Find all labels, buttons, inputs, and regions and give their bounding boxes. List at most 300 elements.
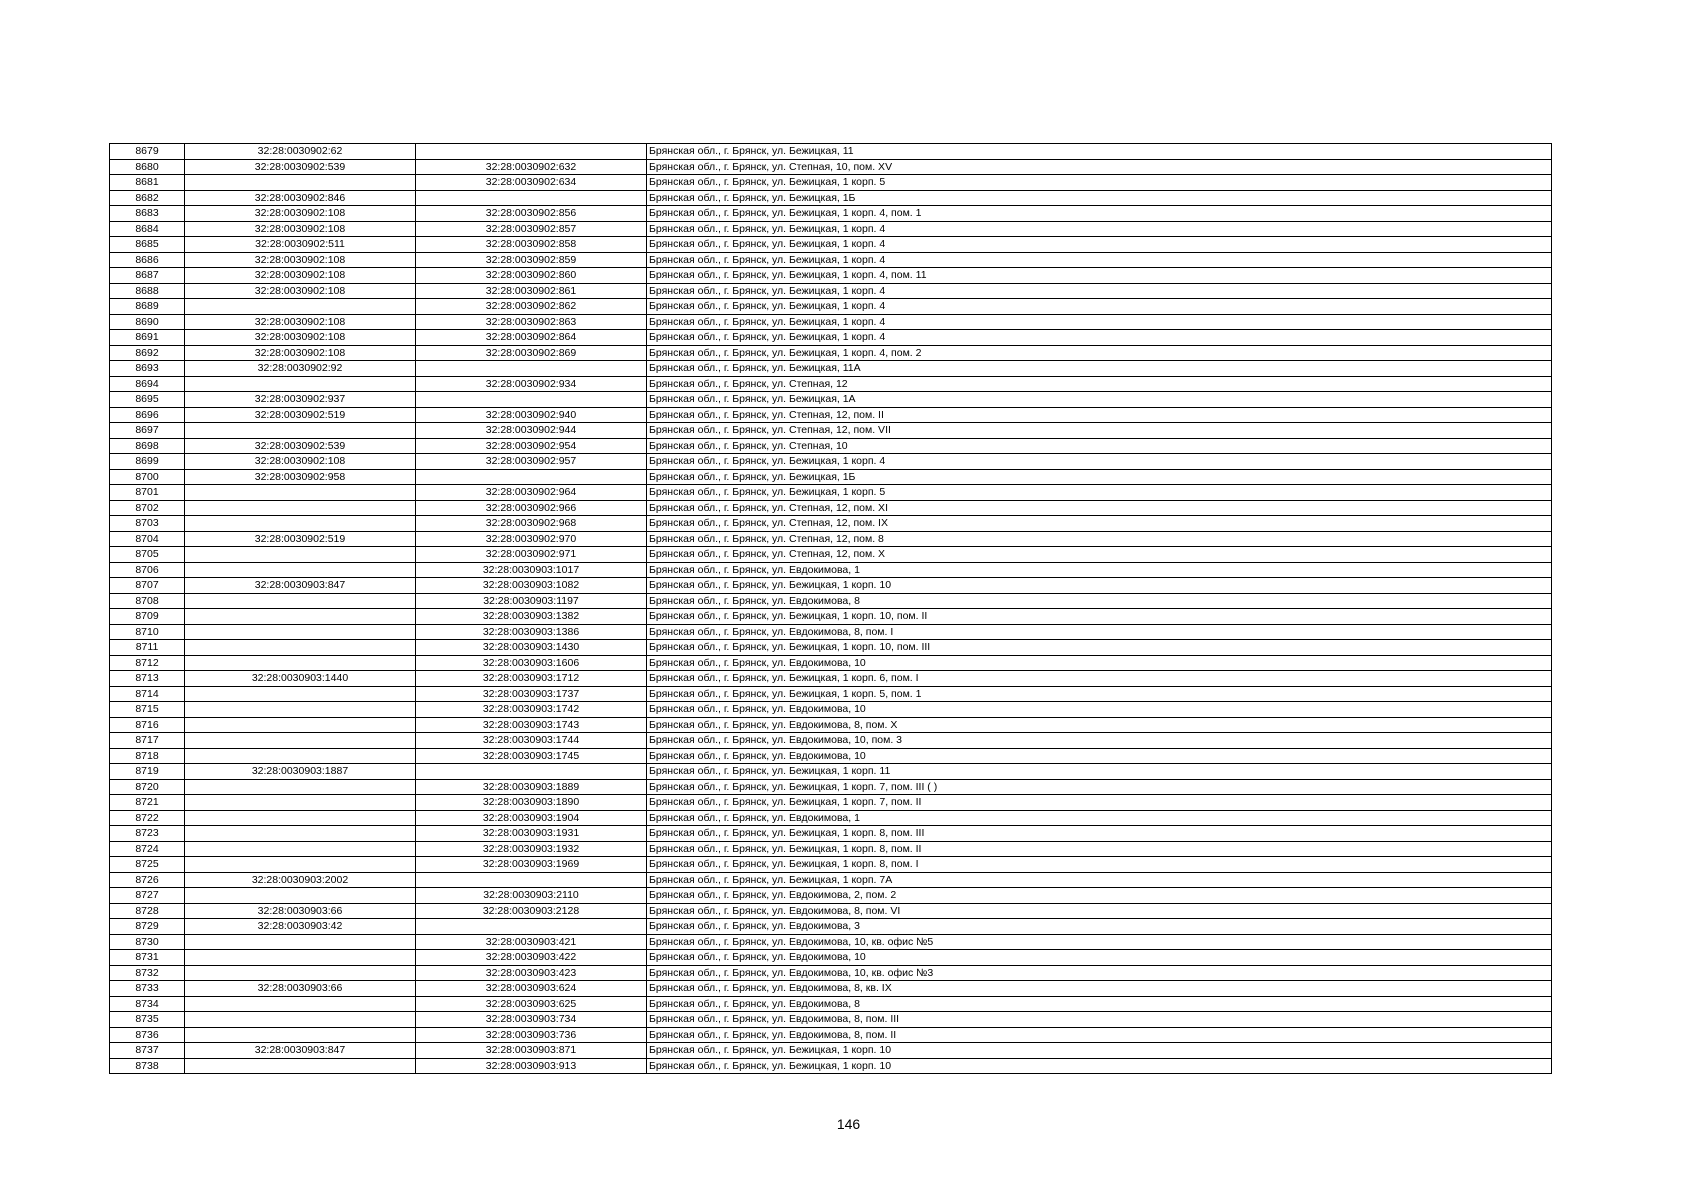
- land-plot-cadastral-number-cell: [185, 996, 416, 1012]
- building-cadastral-number-cell: 32:28:0030903:1197: [416, 593, 647, 609]
- land-plot-cadastral-number-cell: [185, 547, 416, 563]
- building-cadastral-number-cell: [416, 872, 647, 888]
- address-cell: Брянская обл., г. Брянск, ул. Степная, 12, пом. 8: [647, 531, 1552, 547]
- building-cadastral-number-cell: 32:28:0030903:1382: [416, 609, 647, 625]
- building-cadastral-number-cell: 32:28:0030903:1743: [416, 717, 647, 733]
- land-plot-cadastral-number-cell: 32:28:0030903:1887: [185, 764, 416, 780]
- building-cadastral-number-cell: 32:28:0030902:863: [416, 314, 647, 330]
- table-row: [110, 841, 1552, 857]
- address-cell: Брянская обл., г. Брянск, ул. Степная, 12, пом. XI: [647, 500, 1552, 516]
- table-row: [110, 454, 1552, 470]
- land-plot-cadastral-number-cell: [185, 779, 416, 795]
- row-number-cell: 8727: [110, 888, 185, 904]
- building-cadastral-number-cell: 32:28:0030903:625: [416, 996, 647, 1012]
- row-number-cell: 8726: [110, 872, 185, 888]
- land-plot-cadastral-number-cell: 32:28:0030902:539: [185, 159, 416, 175]
- row-number-cell: 8702: [110, 500, 185, 516]
- address-cell: Брянская обл., г. Брянск, ул. Степная, 12, пом. IX: [647, 516, 1552, 532]
- row-number-cell: 8720: [110, 779, 185, 795]
- building-cadastral-number-cell: 32:28:0030902:634: [416, 175, 647, 191]
- land-plot-cadastral-number-cell: 32:28:0030902:846: [185, 190, 416, 206]
- table-row: [110, 438, 1552, 454]
- building-cadastral-number-cell: 32:28:0030903:1931: [416, 826, 647, 842]
- row-number-cell: 8731: [110, 950, 185, 966]
- table-row: [110, 795, 1552, 811]
- building-cadastral-number-cell: 32:28:0030902:856: [416, 206, 647, 222]
- table-row: [110, 345, 1552, 361]
- row-number-cell: 8713: [110, 671, 185, 687]
- building-cadastral-number-cell: 32:28:0030903:871: [416, 1043, 647, 1059]
- land-plot-cadastral-number-cell: [185, 888, 416, 904]
- building-cadastral-number-cell: 32:28:0030902:861: [416, 283, 647, 299]
- table-row: [110, 640, 1552, 656]
- land-plot-cadastral-number-cell: 32:28:0030903:847: [185, 578, 416, 594]
- building-cadastral-number-cell: 32:28:0030903:1737: [416, 686, 647, 702]
- row-number-cell: 8680: [110, 159, 185, 175]
- row-number-cell: 8728: [110, 903, 185, 919]
- row-number-cell: 8687: [110, 268, 185, 284]
- table-row: [110, 655, 1552, 671]
- row-number-cell: 8710: [110, 624, 185, 640]
- land-plot-cadastral-number-cell: [185, 950, 416, 966]
- land-plot-cadastral-number-cell: 32:28:0030902:539: [185, 438, 416, 454]
- table-row: [110, 593, 1552, 609]
- table-row: [110, 314, 1552, 330]
- building-cadastral-number-cell: 32:28:0030902:970: [416, 531, 647, 547]
- address-cell: Брянская обл., г. Брянск, ул. Степная, 12, пом. X: [647, 547, 1552, 563]
- table-row: [110, 578, 1552, 594]
- building-cadastral-number-cell: 32:28:0030902:864: [416, 330, 647, 346]
- table-row: [110, 485, 1552, 501]
- address-cell: Брянская обл., г. Брянск, ул. Степная, 12, пом. VII: [647, 423, 1552, 439]
- address-cell: Брянская обл., г. Брянск, ул. Евдокимова, 10, кв. офис №5: [647, 934, 1552, 950]
- row-number-cell: 8724: [110, 841, 185, 857]
- address-cell: Брянская обл., г. Брянск, ул. Степная, 12: [647, 376, 1552, 392]
- row-number-cell: 8715: [110, 702, 185, 718]
- land-plot-cadastral-number-cell: [185, 857, 416, 873]
- table-row: [110, 268, 1552, 284]
- table-row: [110, 252, 1552, 268]
- table-row: [110, 624, 1552, 640]
- building-cadastral-number-cell: 32:28:0030903:624: [416, 981, 647, 997]
- building-cadastral-number-cell: 32:28:0030903:736: [416, 1027, 647, 1043]
- table-row: [110, 392, 1552, 408]
- address-cell: Брянская обл., г. Брянск, ул. Бежицкая, 1 корп. 10: [647, 1043, 1552, 1059]
- address-cell: Брянская обл., г. Брянск, ул. Бежицкая, 1 корп. 8, пом. III: [647, 826, 1552, 842]
- address-cell: Брянская обл., г. Брянск, ул. Евдокимова, 10, кв. офис №3: [647, 965, 1552, 981]
- building-cadastral-number-cell: 32:28:0030903:1904: [416, 810, 647, 826]
- address-cell: Брянская обл., г. Брянск, ул. Евдокимова, 1: [647, 810, 1552, 826]
- land-plot-cadastral-number-cell: [185, 175, 416, 191]
- address-cell: Брянская обл., г. Брянск, ул. Бежицкая, 1 корп. 4, пом. 11: [647, 268, 1552, 284]
- table-row: [110, 407, 1552, 423]
- row-number-cell: 8706: [110, 562, 185, 578]
- land-plot-cadastral-number-cell: [185, 376, 416, 392]
- address-cell: Брянская обл., г. Брянск, ул. Бежицкая, 1 корп. 8, пом. II: [647, 841, 1552, 857]
- row-number-cell: 8725: [110, 857, 185, 873]
- land-plot-cadastral-number-cell: [185, 562, 416, 578]
- row-number-cell: 8738: [110, 1058, 185, 1074]
- building-cadastral-number-cell: [416, 392, 647, 408]
- land-plot-cadastral-number-cell: 32:28:0030903:66: [185, 903, 416, 919]
- building-cadastral-number-cell: 32:28:0030902:944: [416, 423, 647, 439]
- address-cell: Брянская обл., г. Брянск, ул. Евдокимова, 10: [647, 748, 1552, 764]
- land-plot-cadastral-number-cell: [185, 299, 416, 315]
- row-number-cell: 8691: [110, 330, 185, 346]
- row-number-cell: 8686: [110, 252, 185, 268]
- address-cell: Брянская обл., г. Брянск, ул. Евдокимова, 8, пом. VI: [647, 903, 1552, 919]
- land-plot-cadastral-number-cell: [185, 841, 416, 857]
- row-number-cell: 8682: [110, 190, 185, 206]
- building-cadastral-number-cell: 32:28:0030902:966: [416, 500, 647, 516]
- land-plot-cadastral-number-cell: [185, 1058, 416, 1074]
- address-cell: Брянская обл., г. Брянск, ул. Бежицкая, 1 корп. 5, пом. 1: [647, 686, 1552, 702]
- building-cadastral-number-cell: [416, 361, 647, 377]
- building-cadastral-number-cell: 32:28:0030903:1082: [416, 578, 647, 594]
- building-cadastral-number-cell: 32:28:0030902:964: [416, 485, 647, 501]
- address-cell: Брянская обл., г. Брянск, ул. Бежицкая, 1 корп. 11: [647, 764, 1552, 780]
- row-number-cell: 8705: [110, 547, 185, 563]
- table-row: [110, 562, 1552, 578]
- land-plot-cadastral-number-cell: 32:28:0030902:108: [185, 314, 416, 330]
- address-cell: Брянская обл., г. Брянск, ул. Евдокимова, 10, пом. 3: [647, 733, 1552, 749]
- address-cell: Брянская обл., г. Брянск, ул. Евдокимова, 8, пом. X: [647, 717, 1552, 733]
- building-cadastral-number-cell: 32:28:0030902:862: [416, 299, 647, 315]
- table-row: [110, 764, 1552, 780]
- row-number-cell: 8683: [110, 206, 185, 222]
- table-row: [110, 702, 1552, 718]
- address-cell: Брянская обл., г. Брянск, ул. Бежицкая, 1 корп. 4: [647, 252, 1552, 268]
- land-plot-cadastral-number-cell: 32:28:0030902:958: [185, 469, 416, 485]
- building-cadastral-number-cell: 32:28:0030902:857: [416, 221, 647, 237]
- row-number-cell: 8719: [110, 764, 185, 780]
- table-row: [110, 981, 1552, 997]
- table-row: [110, 159, 1552, 175]
- row-number-cell: 8685: [110, 237, 185, 253]
- table-row: [110, 857, 1552, 873]
- row-number-cell: 8707: [110, 578, 185, 594]
- table-row: [110, 733, 1552, 749]
- building-cadastral-number-cell: 32:28:0030902:954: [416, 438, 647, 454]
- land-plot-cadastral-number-cell: 32:28:0030902:511: [185, 237, 416, 253]
- land-plot-cadastral-number-cell: [185, 702, 416, 718]
- row-number-cell: 8684: [110, 221, 185, 237]
- address-cell: Брянская обл., г. Брянск, ул. Евдокимова, 8: [647, 593, 1552, 609]
- land-plot-cadastral-number-cell: 32:28:0030902:108: [185, 268, 416, 284]
- table-row: [110, 190, 1552, 206]
- land-plot-cadastral-number-cell: [185, 1027, 416, 1043]
- land-plot-cadastral-number-cell: [185, 593, 416, 609]
- building-cadastral-number-cell: 32:28:0030902:957: [416, 454, 647, 470]
- address-cell: Брянская обл., г. Брянск, ул. Бежицкая, 1 корп. 4: [647, 454, 1552, 470]
- table-row: [110, 810, 1552, 826]
- land-plot-cadastral-number-cell: 32:28:0030902:92: [185, 361, 416, 377]
- address-cell: Брянская обл., г. Брянск, ул. Евдокимова, 8, пом. I: [647, 624, 1552, 640]
- row-number-cell: 8723: [110, 826, 185, 842]
- row-number-cell: 8730: [110, 934, 185, 950]
- land-plot-cadastral-number-cell: [185, 826, 416, 842]
- row-number-cell: 8701: [110, 485, 185, 501]
- table-row: [110, 299, 1552, 315]
- page-number: 146: [836, 1116, 861, 1132]
- building-cadastral-number-cell: 32:28:0030903:2128: [416, 903, 647, 919]
- building-cadastral-number-cell: [416, 764, 647, 780]
- table-row: [110, 671, 1552, 687]
- address-cell: Брянская обл., г. Брянск, ул. Бежицкая, 1А: [647, 392, 1552, 408]
- address-cell: Брянская обл., г. Брянск, ул. Евдокимова, 8, пом. II: [647, 1027, 1552, 1043]
- address-cell: Брянская обл., г. Брянск, ул. Бежицкая, 1 корп. 7А: [647, 872, 1552, 888]
- address-cell: Брянская обл., г. Брянск, ул. Бежицкая, 1 корп. 6, пом. I: [647, 671, 1552, 687]
- land-plot-cadastral-number-cell: 32:28:0030902:108: [185, 345, 416, 361]
- row-number-cell: 8714: [110, 686, 185, 702]
- table-row: [110, 965, 1552, 981]
- address-cell: Брянская обл., г. Брянск, ул. Евдокимова, 8: [647, 996, 1552, 1012]
- building-cadastral-number-cell: 32:28:0030903:421: [416, 934, 647, 950]
- table-row: [110, 888, 1552, 904]
- address-cell: Брянская обл., г. Брянск, ул. Бежицкая, 1 корп. 5: [647, 485, 1552, 501]
- table-row: [110, 748, 1552, 764]
- land-plot-cadastral-number-cell: [185, 748, 416, 764]
- table-row: [110, 531, 1552, 547]
- address-cell: Брянская обл., г. Брянск, ул. Степная, 12, пом. II: [647, 407, 1552, 423]
- land-plot-cadastral-number-cell: [185, 485, 416, 501]
- address-cell: Брянская обл., г. Брянск, ул. Бежицкая, 1 корп. 7, пом. II: [647, 795, 1552, 811]
- land-plot-cadastral-number-cell: [185, 717, 416, 733]
- row-number-cell: 8733: [110, 981, 185, 997]
- address-cell: Брянская обл., г. Брянск, ул. Бежицкая, 1 корп. 10, пом. II: [647, 609, 1552, 625]
- land-plot-cadastral-number-cell: 32:28:0030902:519: [185, 407, 416, 423]
- land-plot-cadastral-number-cell: [185, 934, 416, 950]
- row-number-cell: 8703: [110, 516, 185, 532]
- table-row: [110, 996, 1552, 1012]
- land-plot-cadastral-number-cell: 32:28:0030903:847: [185, 1043, 416, 1059]
- row-number-cell: 8679: [110, 144, 185, 160]
- address-cell: Брянская обл., г. Брянск, ул. Бежицкая, 1 корп. 7, пом. III ( ): [647, 779, 1552, 795]
- land-plot-cadastral-number-cell: 32:28:0030902:108: [185, 221, 416, 237]
- row-number-cell: 8716: [110, 717, 185, 733]
- building-cadastral-number-cell: 32:28:0030902:934: [416, 376, 647, 392]
- building-cadastral-number-cell: 32:28:0030902:859: [416, 252, 647, 268]
- row-number-cell: 8704: [110, 531, 185, 547]
- table-row: [110, 1027, 1552, 1043]
- land-plot-cadastral-number-cell: [185, 640, 416, 656]
- address-cell: Брянская обл., г. Брянск, ул. Бежицкая, 1 корп. 4: [647, 237, 1552, 253]
- land-plot-cadastral-number-cell: 32:28:0030902:108: [185, 252, 416, 268]
- address-cell: Брянская обл., г. Брянск, ул. Евдокимова, 1: [647, 562, 1552, 578]
- address-cell: Брянская обл., г. Брянск, ул. Бежицкая, 1 корп. 4: [647, 299, 1552, 315]
- address-cell: Брянская обл., г. Брянск, ул. Евдокимова, 10: [647, 655, 1552, 671]
- row-number-cell: 8721: [110, 795, 185, 811]
- land-plot-cadastral-number-cell: [185, 516, 416, 532]
- row-number-cell: 8697: [110, 423, 185, 439]
- table-row: [110, 826, 1552, 842]
- address-cell: Брянская обл., г. Брянск, ул. Бежицкая, 11А: [647, 361, 1552, 377]
- building-cadastral-number-cell: 32:28:0030903:422: [416, 950, 647, 966]
- row-number-cell: 8699: [110, 454, 185, 470]
- row-number-cell: 8709: [110, 609, 185, 625]
- table-row: [110, 686, 1552, 702]
- address-cell: Брянская обл., г. Брянск, ул. Бежицкая, 1 корп. 10: [647, 1058, 1552, 1074]
- building-cadastral-number-cell: 32:28:0030903:1712: [416, 671, 647, 687]
- building-cadastral-number-cell: [416, 469, 647, 485]
- address-cell: Брянская обл., г. Брянск, ул. Бежицкая, 1 корп. 4: [647, 330, 1552, 346]
- land-plot-cadastral-number-cell: 32:28:0030902:937: [185, 392, 416, 408]
- land-plot-cadastral-number-cell: 32:28:0030902:108: [185, 283, 416, 299]
- land-plot-cadastral-number-cell: 32:28:0030903:42: [185, 919, 416, 935]
- building-cadastral-number-cell: 32:28:0030902:869: [416, 345, 647, 361]
- row-number-cell: 8737: [110, 1043, 185, 1059]
- table-row: [110, 1012, 1552, 1028]
- address-cell: Брянская обл., г. Брянск, ул. Бежицкая, 1Б: [647, 190, 1552, 206]
- building-cadastral-number-cell: 32:28:0030903:2110: [416, 888, 647, 904]
- row-number-cell: 8694: [110, 376, 185, 392]
- land-plot-cadastral-number-cell: 32:28:0030902:108: [185, 206, 416, 222]
- land-plot-cadastral-number-cell: 32:28:0030903:1440: [185, 671, 416, 687]
- land-plot-cadastral-number-cell: [185, 423, 416, 439]
- land-plot-cadastral-number-cell: [185, 795, 416, 811]
- address-cell: Брянская обл., г. Брянск, ул. Евдокимова, 8, пом. III: [647, 1012, 1552, 1028]
- row-number-cell: 8693: [110, 361, 185, 377]
- row-number-cell: 8698: [110, 438, 185, 454]
- building-cadastral-number-cell: 32:28:0030902:968: [416, 516, 647, 532]
- table-row: [110, 361, 1552, 377]
- table-row: [110, 237, 1552, 253]
- building-cadastral-number-cell: 32:28:0030902:632: [416, 159, 647, 175]
- building-cadastral-number-cell: 32:28:0030903:1744: [416, 733, 647, 749]
- land-plot-cadastral-number-cell: 32:28:0030902:108: [185, 330, 416, 346]
- table-row: [110, 547, 1552, 563]
- building-cadastral-number-cell: 32:28:0030903:1969: [416, 857, 647, 873]
- table-row: [110, 330, 1552, 346]
- row-number-cell: 8734: [110, 996, 185, 1012]
- address-cell: Брянская обл., г. Брянск, ул. Бежицкая, 1 корп. 4: [647, 221, 1552, 237]
- land-plot-cadastral-number-cell: [185, 655, 416, 671]
- building-cadastral-number-cell: 32:28:0030902:858: [416, 237, 647, 253]
- land-plot-cadastral-number-cell: [185, 500, 416, 516]
- land-plot-cadastral-number-cell: [185, 624, 416, 640]
- table-row: [110, 717, 1552, 733]
- table-row: [110, 872, 1552, 888]
- table-row: [110, 283, 1552, 299]
- table-row: [110, 376, 1552, 392]
- building-cadastral-number-cell: 32:28:0030902:971: [416, 547, 647, 563]
- row-number-cell: 8732: [110, 965, 185, 981]
- table-row: [110, 423, 1552, 439]
- row-number-cell: 8696: [110, 407, 185, 423]
- land-plot-cadastral-number-cell: 32:28:0030902:519: [185, 531, 416, 547]
- building-cadastral-number-cell: 32:28:0030903:423: [416, 965, 647, 981]
- table-row: [110, 934, 1552, 950]
- land-plot-cadastral-number-cell: [185, 686, 416, 702]
- row-number-cell: 8736: [110, 1027, 185, 1043]
- table-row: [110, 144, 1552, 160]
- building-cadastral-number-cell: [416, 919, 647, 935]
- building-cadastral-number-cell: 32:28:0030903:1932: [416, 841, 647, 857]
- address-cell: Брянская обл., г. Брянск, ул. Бежицкая, 1 корп. 10, пом. III: [647, 640, 1552, 656]
- building-cadastral-number-cell: [416, 144, 647, 160]
- address-cell: Брянская обл., г. Брянск, ул. Степная, 10: [647, 438, 1552, 454]
- land-plot-cadastral-number-cell: [185, 965, 416, 981]
- address-cell: Брянская обл., г. Брянск, ул. Бежицкая, 1Б: [647, 469, 1552, 485]
- land-plot-cadastral-number-cell: [185, 1012, 416, 1028]
- land-plot-cadastral-number-cell: [185, 733, 416, 749]
- row-number-cell: 8712: [110, 655, 185, 671]
- table-row: [110, 1058, 1552, 1074]
- address-cell: Брянская обл., г. Брянск, ул. Степная, 10, пом. XV: [647, 159, 1552, 175]
- row-number-cell: 8695: [110, 392, 185, 408]
- table-row: [110, 950, 1552, 966]
- row-number-cell: 8718: [110, 748, 185, 764]
- building-cadastral-number-cell: 32:28:0030902:860: [416, 268, 647, 284]
- row-number-cell: 8735: [110, 1012, 185, 1028]
- cadastral-table: [109, 143, 1552, 1074]
- building-cadastral-number-cell: 32:28:0030903:1890: [416, 795, 647, 811]
- cadastral-table-body: [110, 144, 1552, 1074]
- address-cell: Брянская обл., г. Брянск, ул. Бежицкая, 1 корп. 8, пом. I: [647, 857, 1552, 873]
- table-row: [110, 1043, 1552, 1059]
- row-number-cell: 8690: [110, 314, 185, 330]
- building-cadastral-number-cell: 32:28:0030903:1386: [416, 624, 647, 640]
- row-number-cell: 8688: [110, 283, 185, 299]
- address-cell: Брянская обл., г. Брянск, ул. Евдокимова, 3: [647, 919, 1552, 935]
- land-plot-cadastral-number-cell: 32:28:0030903:2002: [185, 872, 416, 888]
- row-number-cell: 8700: [110, 469, 185, 485]
- address-cell: Брянская обл., г. Брянск, ул. Евдокимова, 10: [647, 950, 1552, 966]
- address-cell: Брянская обл., г. Брянск, ул. Бежицкая, 1 корп. 5: [647, 175, 1552, 191]
- table-row: [110, 903, 1552, 919]
- row-number-cell: 8711: [110, 640, 185, 656]
- row-number-cell: 8692: [110, 345, 185, 361]
- land-plot-cadastral-number-cell: 32:28:0030902:62: [185, 144, 416, 160]
- table-row: [110, 206, 1552, 222]
- land-plot-cadastral-number-cell: [185, 609, 416, 625]
- building-cadastral-number-cell: 32:28:0030903:734: [416, 1012, 647, 1028]
- row-number-cell: 8689: [110, 299, 185, 315]
- building-cadastral-number-cell: 32:28:0030903:1017: [416, 562, 647, 578]
- table-row: [110, 500, 1552, 516]
- address-cell: Брянская обл., г. Брянск, ул. Бежицкая, 1 корп. 4: [647, 283, 1552, 299]
- address-cell: Брянская обл., г. Брянск, ул. Евдокимова, 8, кв. IX: [647, 981, 1552, 997]
- row-number-cell: 8722: [110, 810, 185, 826]
- address-cell: Брянская обл., г. Брянск, ул. Бежицкая, 1 корп. 4: [647, 314, 1552, 330]
- row-number-cell: 8708: [110, 593, 185, 609]
- table-row: [110, 175, 1552, 191]
- land-plot-cadastral-number-cell: 32:28:0030902:108: [185, 454, 416, 470]
- table-row: [110, 779, 1552, 795]
- address-cell: Брянская обл., г. Брянск, ул. Бежицкая, 1 корп. 4, пом. 2: [647, 345, 1552, 361]
- table-row: [110, 469, 1552, 485]
- table-row: [110, 919, 1552, 935]
- table-row: [110, 221, 1552, 237]
- address-cell: Брянская обл., г. Брянск, ул. Евдокимова, 10: [647, 702, 1552, 718]
- row-number-cell: 8717: [110, 733, 185, 749]
- building-cadastral-number-cell: [416, 190, 647, 206]
- table-row: [110, 516, 1552, 532]
- building-cadastral-number-cell: 32:28:0030903:1889: [416, 779, 647, 795]
- land-plot-cadastral-number-cell: [185, 810, 416, 826]
- building-cadastral-number-cell: 32:28:0030903:1430: [416, 640, 647, 656]
- building-cadastral-number-cell: 32:28:0030902:940: [416, 407, 647, 423]
- building-cadastral-number-cell: 32:28:0030903:1745: [416, 748, 647, 764]
- building-cadastral-number-cell: 32:28:0030903:1606: [416, 655, 647, 671]
- building-cadastral-number-cell: 32:28:0030903:913: [416, 1058, 647, 1074]
- row-number-cell: 8729: [110, 919, 185, 935]
- building-cadastral-number-cell: 32:28:0030903:1742: [416, 702, 647, 718]
- address-cell: Брянская обл., г. Брянск, ул. Бежицкая, 11: [647, 144, 1552, 160]
- table-row: [110, 609, 1552, 625]
- address-cell: Брянская обл., г. Брянск, ул. Бежицкая, 1 корп. 10: [647, 578, 1552, 594]
- row-number-cell: 8681: [110, 175, 185, 191]
